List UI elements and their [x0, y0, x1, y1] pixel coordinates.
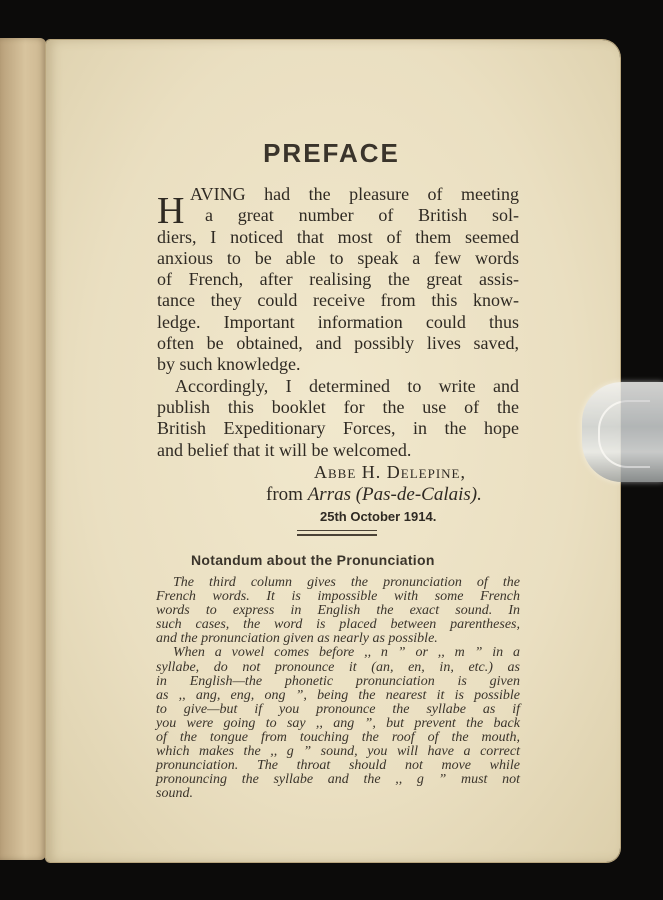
preface-date: 25th October 1914. [320, 509, 437, 524]
preface-line: ledge. Important information could thus [157, 311, 519, 332]
pronunciation-notes [156, 576, 520, 802]
preface-line: publish this booklet for the use of the [157, 396, 519, 417]
page-title: PREFACE [263, 138, 400, 168]
note-line: sound. [156, 786, 193, 802]
preface-line: diers, I noticed that most of them seemed [157, 226, 519, 247]
note-line: you were going to say ,, ang ”, but prevent the back [156, 715, 520, 731]
note-line: pronunciation. The throat should not move while [156, 758, 520, 774]
preface-text [157, 184, 519, 461]
preface-line: anxious to be able to speak a few words [157, 247, 519, 268]
note-line: and the pronunciation given as nearly as possible. [156, 631, 438, 647]
place-name: Arras (Pas-de-Calais). [307, 484, 482, 505]
place-prefix: from [266, 484, 303, 505]
note-line: pronouncing the syllabe and the ,, g ” must not [156, 772, 520, 788]
note-line: words to express in English the exact sound. In [156, 603, 520, 619]
divider-rule [297, 534, 377, 536]
note-line: The third column gives the pronunciation of the [173, 575, 520, 590]
preface-line: AVING had the pleasure of meeting [190, 184, 519, 204]
note-line: syllabe, do not pronounce it (an, en, in, etc.) as [156, 659, 520, 675]
page-clip [582, 382, 663, 482]
divider-rule [297, 530, 377, 531]
drop-cap: H [157, 190, 185, 232]
note-line: to give—but if you pronounce the syllabe as if [156, 701, 520, 717]
preface-line: often be obtained, and possibly lives saved, [157, 333, 519, 354]
note-line: of the tongue from touching the roof of the mouth, [156, 730, 520, 746]
note-line: French words. It is impossible with some French [156, 589, 520, 605]
preface-line: Accordingly, I determined to write and [175, 375, 519, 396]
author-place [266, 484, 482, 506]
note-line: When a vowel comes before ,, n ” or ,, m ” in a [173, 645, 520, 661]
note-line: in English—the phonetic pronunciation is given [156, 673, 520, 689]
preface-line: by such knowledge. [157, 354, 301, 375]
preface-line: tance they could receive from this know- [157, 290, 519, 311]
preface-line: of French, after realising the great assis- [157, 269, 519, 290]
preface-line: a great number of British sol- [205, 205, 519, 226]
section-title: Notandum about the Pronunciation [191, 552, 435, 568]
author-signature: Abbe H. Delepine, [314, 462, 466, 482]
note-line: which makes the ,, g ” sound, you will have a correct [156, 744, 520, 760]
preface-line: British Expeditionary Forces, in the hope [157, 418, 519, 439]
note-line: such cases, the word is placed between parentheses, [156, 617, 520, 633]
note-line: as ,, ang, eng, ong ”, being the nearest it is possible [156, 687, 520, 703]
preface-line: and belief that it will be welcomed. [157, 439, 412, 460]
